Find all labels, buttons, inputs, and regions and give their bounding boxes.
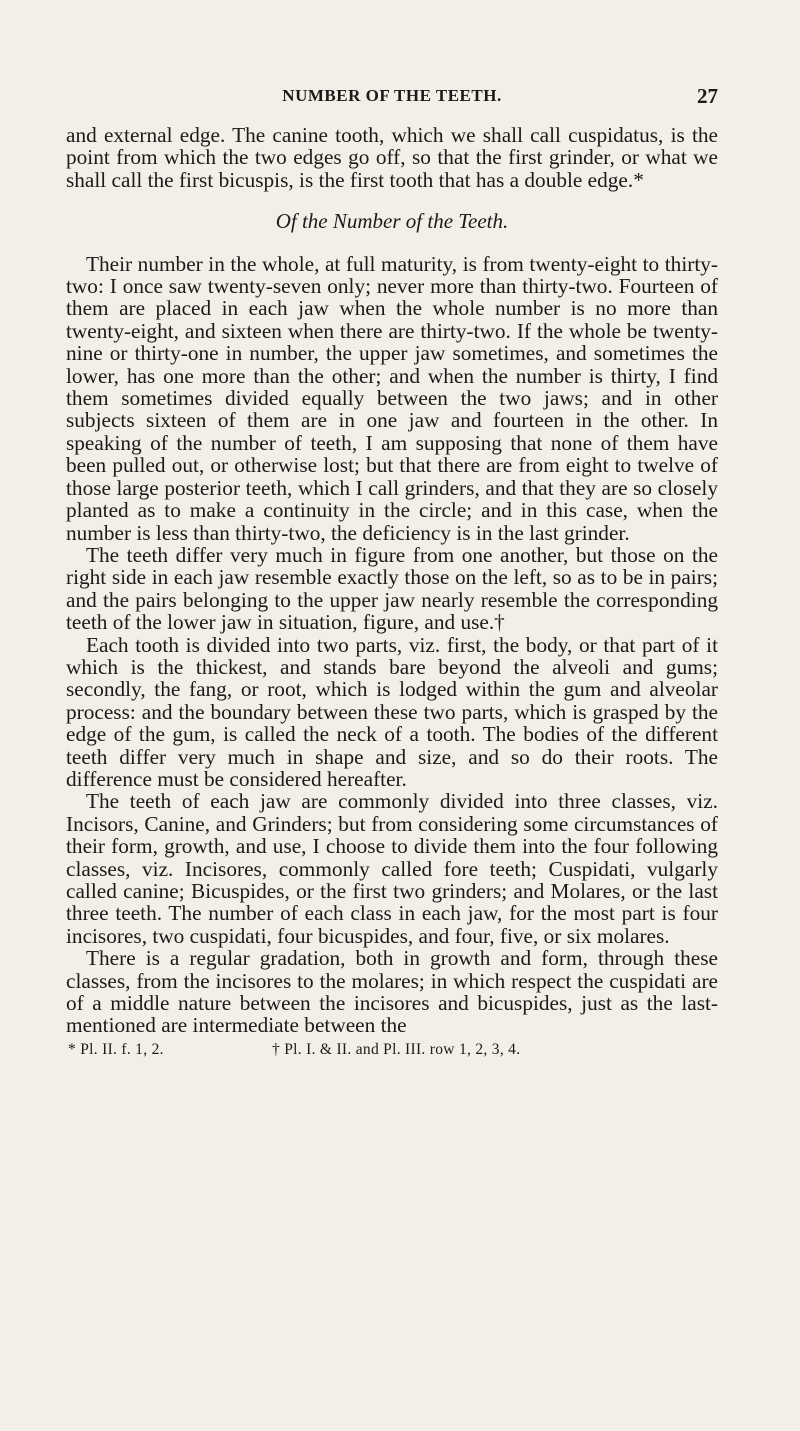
paragraph-continued: and external edge. The canine tooth, which we shall call cuspidatus, is the point from which the two edges go off, so that the first grinder, or what we shall call the first bicuspis, is the first tooth that has a double edge.* [66, 123, 718, 192]
paragraph: Their number in the whole, at full maturity, is from twenty-eight to thirty-two: I once saw twenty-seven only; never more than thirty-two. Fourteen of them are placed in each jaw when the whole number is no more than twenty-eight, and sixteen when there are thirty-two. If the whole be twenty-nine or thirty-one in number, the upper jaw sometimes, and sometimes the lower, has one more than the other; and when the number is thirty, I find them sometimes divided equally between the two jaws; and in other subjects sixteen of them are in one jaw and fourteen in the other. In speaking of the number of teeth, I am supposing that none of them have been pulled out, or otherwise lost; but that there are from eight to twelve of those large posterior teeth, which I call grinders, and that they are so closely planted as to make a continuity in the circle; and in this case, when the number is less than thirty-two, the deficiency is in the last grinder. [66, 251, 718, 545]
running-head [66, 86, 718, 110]
page-number: 27 [697, 84, 718, 108]
paragraph: There is a regular gradation, both in growth and form, through these classes, from the incisores to the molares; in which respect the cuspidati are of a middle nature between the incisores and bicuspides, just as the last-mentioned are intermediate between the [66, 946, 718, 1038]
footnote: * Pl. II. f. 1, 2. [68, 1041, 164, 1058]
section-heading: Of the Number of the Teeth. [275, 209, 509, 234]
paragraph: The teeth differ very much in figure from one another, but those on the right side in each jaw resemble exactly those on the left, so as to be in pairs; and the pairs belonging to the upper jaw nearly resemble the corresponding teeth of the lower jaw in situation, figure, and use.† [66, 542, 718, 635]
paragraph: Each tooth is divided into two parts, viz. first, the body, or that part of it which is the thickest, and stands bare beyond the alveoli and gums; secondly, the fang, or root, which is lodged within the gum and alveolar process: and the boundary between these two parts, which is grasped by the edge of the gum, is called the neck of a tooth. The bodies of the different teeth differ very much in shape and size, and so do their roots. The difference must be considered hereafter. [66, 632, 718, 791]
running-title: NUMBER OF THE TEETH. [282, 86, 502, 105]
footnote: † Pl. I. & II. and Pl. III. row 1, 2, 3, 4. [272, 1041, 521, 1058]
paragraph: The teeth of each jaw are commonly divided into three classes, viz. Incisors, Canine, and Grinders; but from considering some circumstances of their form, growth, and use, I choose to divide them into the four following classes, viz. Incisores, commonly called fore teeth; Cuspidati, vulgarly called canine; Bicuspides, or the first two grinders; and Molares, or the last three teeth. The number of each class in each jaw, for the most part is four incisores, two cuspidati, four bicuspides, and four, five, or six molares. [66, 789, 718, 948]
body-text [66, 124, 718, 1037]
